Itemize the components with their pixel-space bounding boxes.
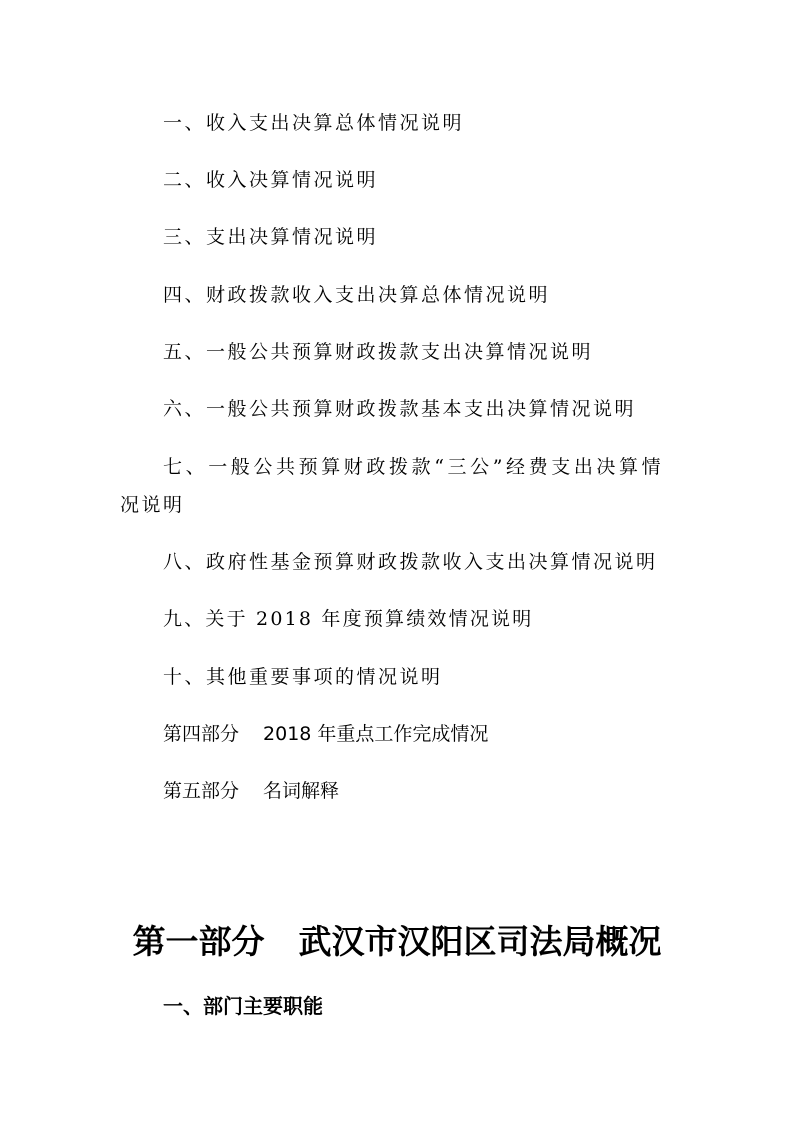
- toc-part-5: [163, 779, 339, 803]
- toc-item-4: 四、财政拨款收入支出决算总体情况说明: [163, 284, 551, 306]
- toc-item-2: 二、收入决算情况说明: [163, 169, 379, 191]
- toc-item-7: 七、一般公共预算财政拨款“三公”经费支出决算情: [163, 456, 665, 478]
- section-heading: [0, 922, 794, 962]
- toc-item-9: 九、关于 2018 年度预算绩效情况说明: [163, 608, 534, 630]
- toc-item-1: 一、收入支出决算总体情况说明: [163, 112, 465, 134]
- toc-part-5-title: 名词解释: [263, 780, 340, 802]
- toc-item-7-continued: 况说明: [120, 494, 185, 516]
- section-label: 第一部分: [132, 922, 265, 961]
- toc-item-5: 五、一般公共预算财政拨款支出决算情况说明: [163, 341, 594, 363]
- toc-part-4-label: 第四部分: [163, 723, 240, 745]
- toc-part-4-title: 2018 年重点工作完成情况: [263, 723, 489, 745]
- toc-part-5-label: 第五部分: [163, 780, 240, 802]
- toc-item-6: 六、一般公共预算财政拨款基本支出决算情况说明: [163, 398, 637, 420]
- section-subheading: 一、部门主要职能: [163, 994, 323, 1018]
- toc-part-4: [163, 722, 488, 746]
- section-title: 武汉市汉阳区司法局概况: [298, 922, 662, 961]
- toc-item-3: 三、支出决算情况说明: [163, 226, 379, 248]
- toc-item-10: 十、其他重要事项的情况说明: [163, 666, 443, 688]
- toc-item-8: 八、政府性基金预算财政拨款收入支出决算情况说明: [163, 551, 658, 573]
